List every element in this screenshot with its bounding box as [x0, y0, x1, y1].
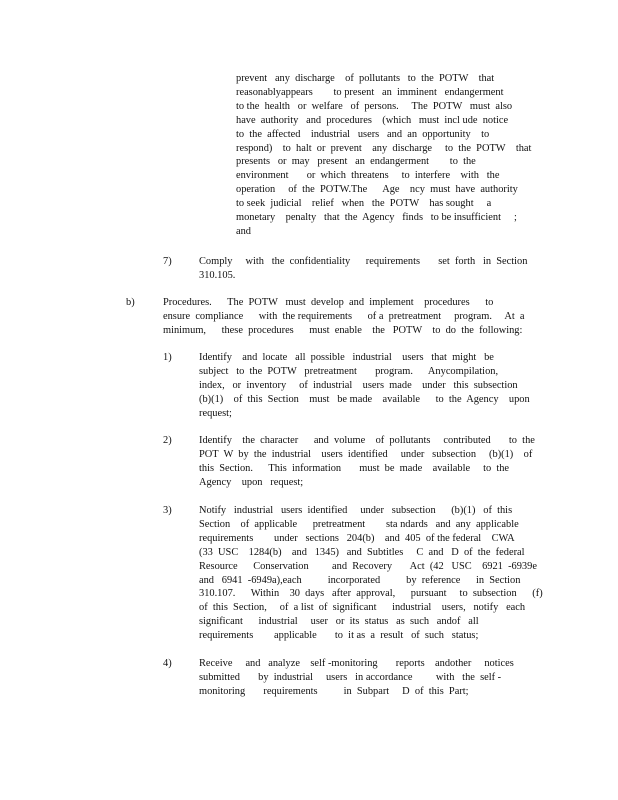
paragraph-line: to the affected industrial users and an opportunity to	[236, 128, 490, 140]
list-item-line: significant industrial user or its status as such andof all	[199, 616, 479, 628]
list-item-line: Receive and analyze self -monitoring reports andother notices	[199, 658, 514, 669]
list-item-line: Identify the character and volume of pollutants contributed to the	[199, 435, 535, 446]
list-number: 3)	[163, 505, 172, 516]
list-item-line: POT W by the industrial users identified under subsection (b)(1) of	[199, 448, 533, 460]
paragraph-line: have authority and procedures (which must incl ude notice	[236, 114, 509, 126]
list-item-line: Comply with the confidentiality requirements set forth in Section	[199, 256, 528, 267]
list-item-line: and 6941 -6949a),each incorporated by reference in Section	[199, 574, 521, 586]
list-item-line: submitted by industrial users in accordance with the self -	[199, 671, 502, 683]
list-item-line: this Section. This information must be made available to the	[199, 462, 510, 474]
section-label: b)	[126, 297, 135, 308]
paragraph-line: reasonablyappears to present an imminent endangerment	[236, 86, 504, 98]
list-item-line: index, or inventory of industrial users made under this subsection	[199, 379, 518, 391]
section-line: ensure compliance with the requirements of a pretreatment program. At a	[163, 310, 525, 322]
list-item-line: subject to the POTW pretreatment program. Anycompilation,	[199, 365, 499, 377]
list-item-line: Section of applicable pretreatment sta ndards and any applicable	[199, 518, 519, 530]
list-number: 7)	[163, 256, 172, 267]
paragraph-line: prevent any discharge of pollutants to the POTW that	[236, 73, 495, 84]
paragraph-line: to seek judicial relief when the POTW has sought a	[236, 198, 492, 210]
list-item-line: Identify and locate all possible industrial users that might be	[199, 352, 494, 363]
list-item-line: monitoring requirements in Subpart D of this Part;	[199, 685, 469, 697]
paragraph-line: operation of the POTW.The Age ncy must have authority	[236, 184, 518, 196]
list-item-line: requirements under sections 204(b) and 405 of the federal CWA	[199, 532, 515, 544]
section-line: Procedures. The POTW must develop and implement procedures to	[163, 297, 494, 308]
list-number: 2)	[163, 435, 172, 446]
list-item-line: request;	[199, 407, 232, 419]
paragraph-line: and	[236, 225, 252, 237]
paragraph-line: to the health or welfare of persons. The POTW must also	[236, 100, 513, 112]
section-line: minimum, these procedures must enable the POTW to do the following:	[163, 324, 523, 336]
list-item-line: (b)(1) of this Section must be made available to the Agency upon	[199, 393, 530, 405]
paragraph-line: presents or may present an endangerment to the	[236, 156, 476, 168]
list-item-line: of this Section, of a list of significant industrial users, notify each	[199, 602, 526, 614]
list-item-line: requirements applicable to it as a result of such status;	[199, 630, 479, 642]
paragraph-line: respond) to halt or prevent any discharge to the POTW that	[236, 142, 532, 154]
list-item-line: (33 USC 1284(b) and 1345) and Subtitles C and D of the federal	[199, 546, 525, 558]
list-item-line: Agency upon request;	[199, 476, 304, 488]
list-number: 1)	[163, 352, 172, 363]
list-item-line: 310.105.	[199, 269, 236, 281]
list-item-line: Resource Conservation and Recovery Act (42 USC 6921 -6939e	[199, 560, 537, 572]
list-number: 4)	[163, 658, 172, 669]
paragraph-line: environment or which threatens to interfere with the	[236, 170, 500, 182]
list-item-line: Notify industrial users identified under subsection (b)(1) of this	[199, 505, 513, 516]
paragraph-line: monetary penalty that the Agency finds to be insufficient ;	[236, 212, 517, 223]
list-item-line: 310.107. Within 30 days after approval, pursuant to subsection (f)	[199, 588, 543, 600]
